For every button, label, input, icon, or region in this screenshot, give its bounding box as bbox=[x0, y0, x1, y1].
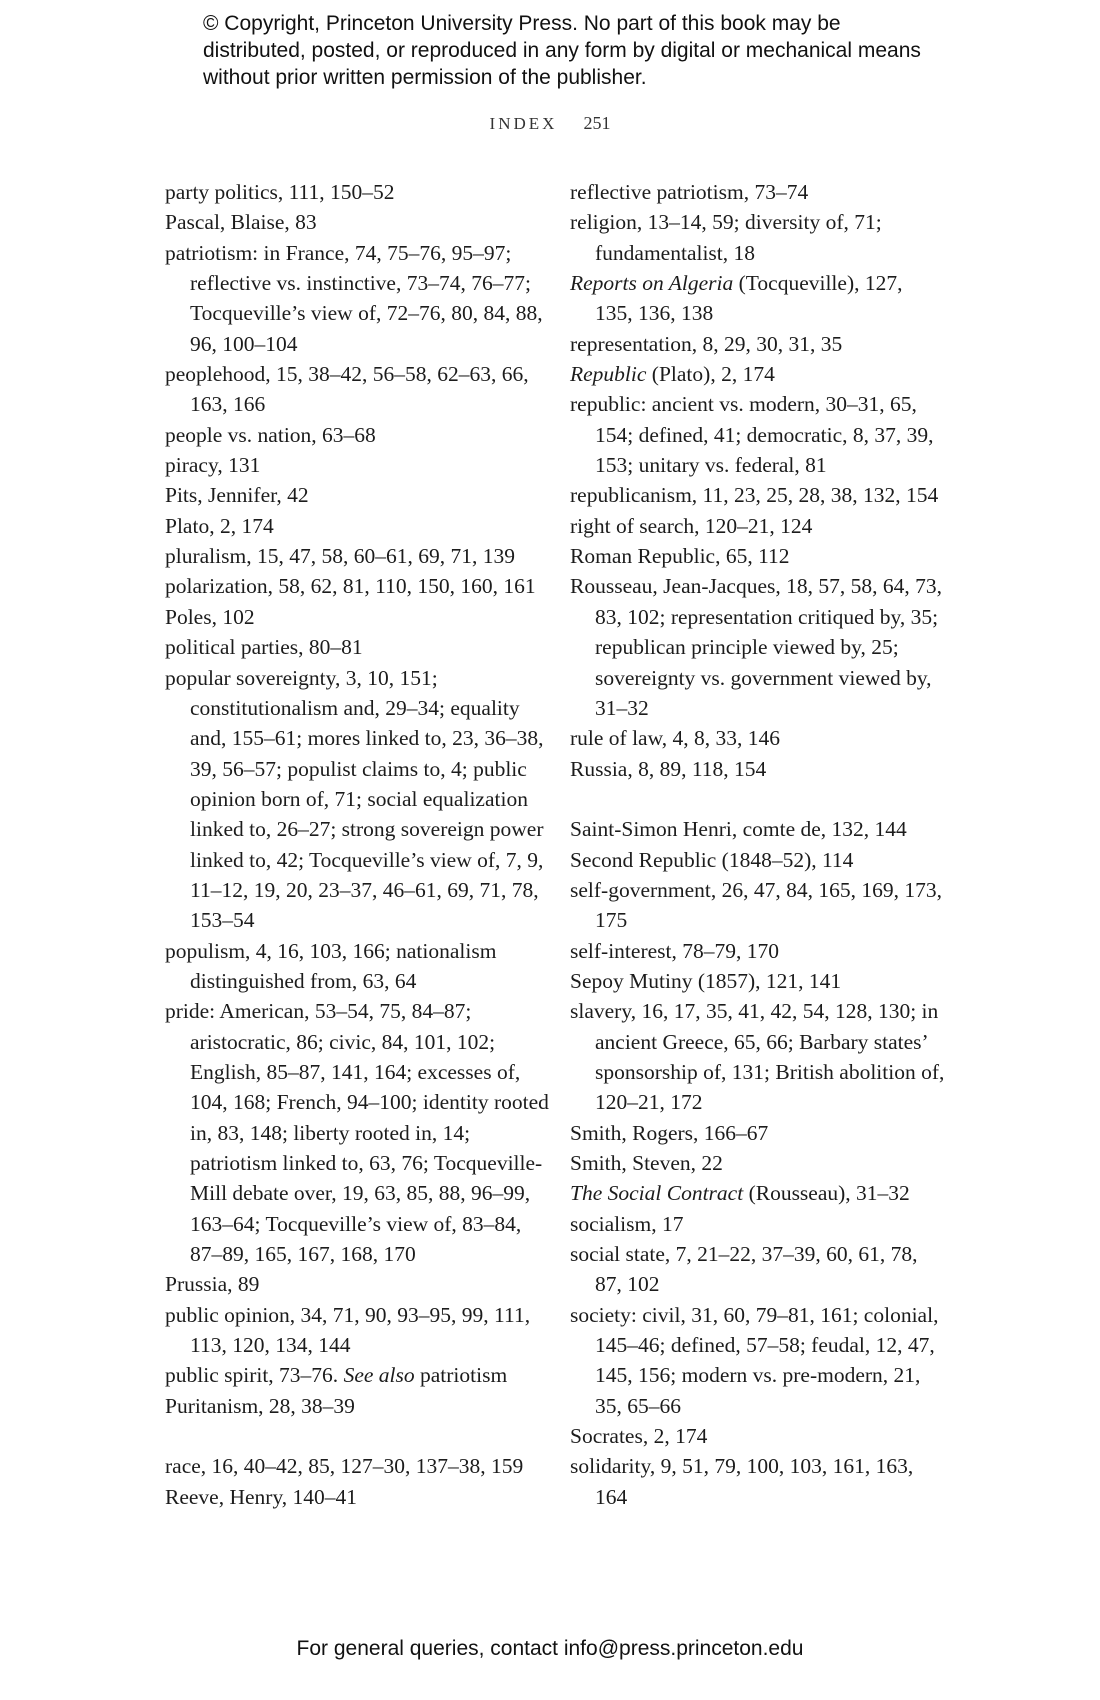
index-entry: race, 16, 40–42, 85, 127–30, 137–38, 159 bbox=[165, 1454, 524, 1479]
index-entry: Reeve, Henry, 140–41 bbox=[165, 1484, 358, 1509]
index-entry: religion, 13–14, 59; diversity of, 71; fundamentalist, 18 bbox=[570, 210, 882, 265]
letter-section-gap bbox=[570, 784, 945, 814]
index-entry: Pascal, Blaise, 83 bbox=[165, 210, 317, 235]
index-entry: society: civil, 31, 60, 79–81, 161; colonial, 145–46; defined, 57–58; feudal, 12, 47, 145, 156; modern vs. pre-modern, 21, 35, 65–66 bbox=[570, 1302, 939, 1418]
section-title: INDEX bbox=[489, 114, 558, 133]
index-entry: pride: American, 53–54, 75, 84–87; aristocratic, 86; civic, 84, 101, 102; English, 85–87, 141, 164; excesses of, 104, 168; French, 94–100; identity rooted in, 83, 148; liberty rooted in, 14; patriotism linked to, 63, 76; Tocqueville-Mill debate over, 19, 63, 85, 88, 96–99, 163–64; Tocqueville’s view of, 83–84, 87–89, 165, 167, 168, 170 bbox=[165, 999, 549, 1267]
index-entry: peoplehood, 15, 38–42, 56–58, 62–63, 66, 163, 166 bbox=[165, 362, 529, 417]
index-entry: Plato, 2, 174 bbox=[165, 513, 274, 538]
index-entry: socialism, 17 bbox=[570, 1211, 684, 1236]
index-entry: social state, 7, 21–22, 37–39, 60, 61, 78, 87, 102 bbox=[570, 1242, 918, 1297]
index-entry bbox=[165, 1360, 550, 1390]
index-entry: Pits, Jennifer, 42 bbox=[165, 483, 309, 508]
index-entry: populism, 4, 16, 103, 166; nationalism distinguished from, 63, 64 bbox=[165, 938, 497, 993]
entry-text: (Rousseau), 31–32 bbox=[743, 1181, 910, 1206]
entry-italic-title: The Social Contract bbox=[570, 1181, 744, 1206]
index-entry: political parties, 80–81 bbox=[165, 635, 363, 660]
index-entry: patriotism: in France, 74, 75–76, 95–97; reflective vs. instinctive, 73–74, 76–77; Tocqueville’s view of, 72–76, 80, 84, 88, 96, 100–104 bbox=[165, 240, 543, 356]
index-entry: people vs. nation, 63–68 bbox=[165, 422, 376, 447]
index-entry bbox=[570, 359, 945, 389]
footer-contact: For general queries, contact info@press.princeton.edu bbox=[296, 1637, 804, 1660]
index-entry: Socrates, 2, 174 bbox=[570, 1424, 708, 1449]
entry-text: (Plato), 2, 174 bbox=[646, 362, 775, 387]
index-entry: party politics, 111, 150–52 bbox=[165, 180, 395, 204]
index-entry: Poles, 102 bbox=[165, 604, 255, 629]
index-entry bbox=[570, 268, 945, 329]
entry-italic-title: Republic bbox=[570, 362, 647, 387]
index-entry: slavery, 16, 17, 35, 41, 42, 54, 128, 130; in ancient Greece, 65, 66; Barbary states’ sponsorship of, 131; British abolition of, 120–21, 172 bbox=[570, 999, 945, 1115]
index-entry: polarization, 58, 62, 81, 110, 150, 160, 161 bbox=[165, 574, 536, 599]
index-entry: Saint-Simon Henri, comte de, 132, 144 bbox=[570, 817, 907, 842]
entry-text: (Tocqueville), 127, 135, 136, 138 bbox=[595, 271, 903, 326]
index-entry: rule of law, 4, 8, 33, 146 bbox=[570, 726, 780, 751]
index-entry: republic: ancient vs. modern, 30–31, 65, 154; defined, 41; democratic, 8, 37, 39, 153; unitary vs. federal, 81 bbox=[570, 392, 934, 478]
index-entry: pluralism, 15, 47, 58, 60–61, 69, 71, 139 bbox=[165, 544, 515, 569]
running-head bbox=[0, 113, 1100, 134]
index-entry: republicanism, 11, 23, 25, 28, 38, 132, 154 bbox=[570, 483, 939, 508]
index-column-left bbox=[165, 177, 550, 1512]
index-entry: Smith, Steven, 22 bbox=[570, 1151, 723, 1175]
entry-italic-title: Reports on Algeria bbox=[570, 271, 734, 296]
index-entry: self-government, 26, 47, 84, 165, 169, 173, 175 bbox=[570, 877, 943, 933]
letter-section-gap bbox=[165, 1421, 550, 1451]
index-entry: popular sovereignty, 3, 10, 151; constitutionalism and, 29–34; equality and, 155–61; mores linked to, 23, 36–38, 39, 56–57; populist claims to, 4; public opinion born of, 71; social equalization linked to, 26–27; strong sovereign power linked to, 42; Tocqueville’s view of, 7, 9, 11–12, 19, 20, 23–37, 46–61, 69, 71, 78, 153–54 bbox=[165, 665, 544, 933]
copyright-notice: © Copyright, Princeton University Press. No part of this book may be distributed, posted, or reproduced in any form by digital or mechanical means without prior written permission of the publisher. bbox=[203, 12, 921, 89]
index-entry: Rousseau, Jean-Jacques, 18, 57, 58, 64, 73, 83, 102; representation critiqued by, 35; republican principle viewed by, 25; sovereignty vs. government viewed by, 31–32 bbox=[570, 574, 943, 720]
index-entry: Second Republic (1848–52), 114 bbox=[570, 847, 854, 872]
index-entry: Russia, 8, 89, 118, 154 bbox=[570, 756, 767, 781]
entry-italic-title: See also bbox=[343, 1363, 415, 1388]
entry-text: public spirit, 73–76. bbox=[165, 1363, 344, 1388]
index-entry: Smith, Rogers, 166–67 bbox=[570, 1120, 769, 1145]
index-entry: reflective patriotism, 73–74 bbox=[570, 180, 809, 204]
index-entry: Puritanism, 28, 38–39 bbox=[165, 1393, 355, 1418]
index-entry: Prussia, 89 bbox=[165, 1272, 260, 1297]
index-entry bbox=[570, 1178, 945, 1208]
index-entry: self-interest, 78–79, 170 bbox=[570, 938, 779, 963]
index-entry: piracy, 131 bbox=[165, 453, 261, 478]
index-entry: representation, 8, 29, 30, 31, 35 bbox=[570, 331, 843, 356]
index-entry: solidarity, 9, 51, 79, 100, 103, 161, 163, 164 bbox=[570, 1454, 914, 1509]
index-entry: Roman Republic, 65, 112 bbox=[570, 544, 790, 569]
entry-text: patriotism bbox=[414, 1363, 508, 1388]
page-number: 251 bbox=[583, 113, 611, 133]
index-column-right bbox=[570, 177, 945, 1512]
index-entry: right of search, 120–21, 124 bbox=[570, 513, 813, 538]
index-entry: Sepoy Mutiny (1857), 121, 141 bbox=[570, 968, 842, 993]
index-entry: public opinion, 34, 71, 90, 93–95, 99, 111, 113, 120, 134, 144 bbox=[165, 1302, 531, 1358]
